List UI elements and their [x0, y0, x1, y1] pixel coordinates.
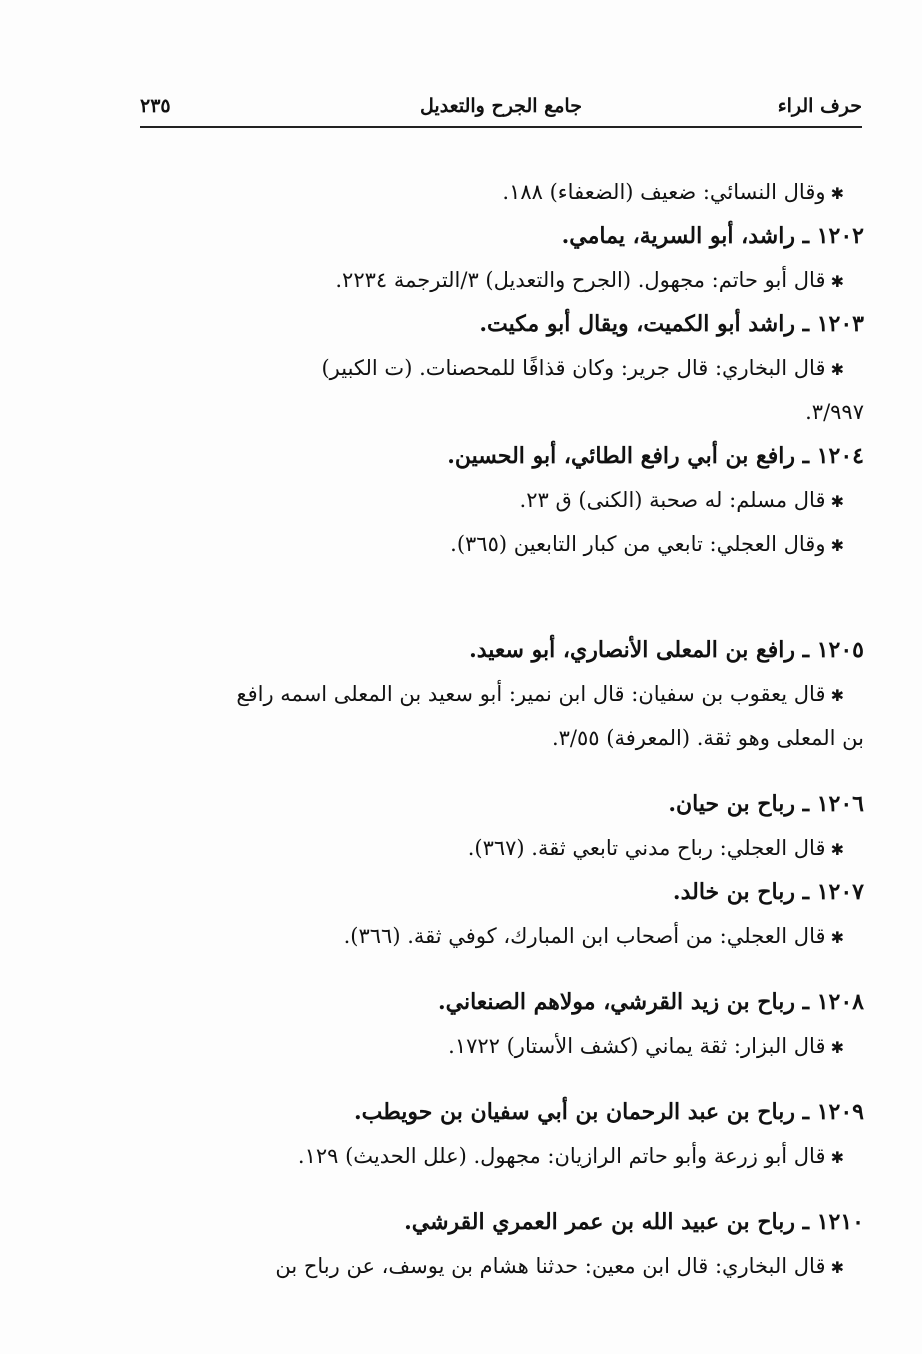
- continuation-line: بن المعلى وهو ثقة. (المعرفة) ٣/٥٥.: [551, 726, 864, 750]
- quote-line: ✱ قال أبو حاتم: مجهول. (الجرح والتعديل) ٣/الترجمة ٢٢٣٤.: [150, 258, 864, 302]
- page-body: [150, 170, 864, 1288]
- quote-line: ✱ وقال العجلي: تابعي من كبار التابعين (٣٦٥).: [150, 522, 864, 566]
- entry-heading: ١٢٠٦ ـ رباح بن حيان.: [668, 791, 864, 817]
- quote-line: ✱ قال البزار: ثقة يماني (كشف الأستار) ١٧٢٢.: [150, 1024, 864, 1068]
- quote-line: ✱ قال البخاري: قال جرير: وكان قذافًا للمحصنات. (ت الكبير): [150, 346, 864, 390]
- quote-line: ✱ قال مسلم: له صحبة (الكنى) ق ٢٣.: [150, 478, 864, 522]
- bleed-through-area: [150, 566, 864, 606]
- entry-heading: ١٢٠٥ ـ رافع بن المعلى الأنصاري، أبو سعيد.: [469, 637, 864, 663]
- entry-heading: ١٢٠٩ ـ رباح بن عبد الرحمان بن أبي سفيان بن حويطب.: [353, 1099, 864, 1125]
- entry-heading: ١٢٠٣ ـ راشد أبو الكميت، ويقال أبو مكيت.: [479, 311, 864, 337]
- header-chapter-title: حرف الراء: [777, 95, 862, 117]
- quote-line: ✱ قال العجلي: من أصحاب ابن المبارك، كوفي ثقة. (٣٦٦).: [150, 914, 864, 958]
- entry-heading: ١٢١٠ ـ رباح بن عبيد الله بن عمر العمري القرشي.: [404, 1209, 864, 1235]
- quote-line: ✱ قال أبو زرعة وأبو حاتم الرازيان: مجهول. (علل الحديث) ١٢٩.: [150, 1134, 864, 1178]
- page-number: ٢٣٥: [140, 95, 171, 117]
- entry-heading: ١٢٠٧ ـ رباح بن خالد.: [672, 879, 864, 905]
- quote-line: ✱ قال البخاري: قال ابن معين: حدثنا هشام بن يوسف، عن رباح بن: [150, 1244, 864, 1288]
- quote-line: ✱ قال يعقوب بن سفيان: قال ابن نمير: أبو سعيد بن المعلى اسمه رافع: [150, 672, 864, 716]
- page-header: [140, 86, 862, 128]
- entry-heading: ١٢٠٢ ـ راشد، أبو السرية، يمامي.: [561, 223, 864, 249]
- quote-line: ✱ قال العجلي: رباح مدني تابعي ثقة. (٣٦٧).: [150, 826, 864, 870]
- entry-heading: ١٢٠٤ ـ رافع بن أبي رافع الطائي، أبو الحسين.: [447, 443, 864, 469]
- header-book-title: جامع الجرح والتعديل: [420, 95, 582, 117]
- quote-line: ✱ وقال النسائي: ضعيف (الضعفاء) ١٨٨.: [150, 170, 864, 214]
- continuation-line: ٣/٩٩٧.: [805, 400, 864, 424]
- entry-heading: ١٢٠٨ ـ رباح بن زيد القرشي، مولاهم الصنعاني.: [437, 989, 864, 1015]
